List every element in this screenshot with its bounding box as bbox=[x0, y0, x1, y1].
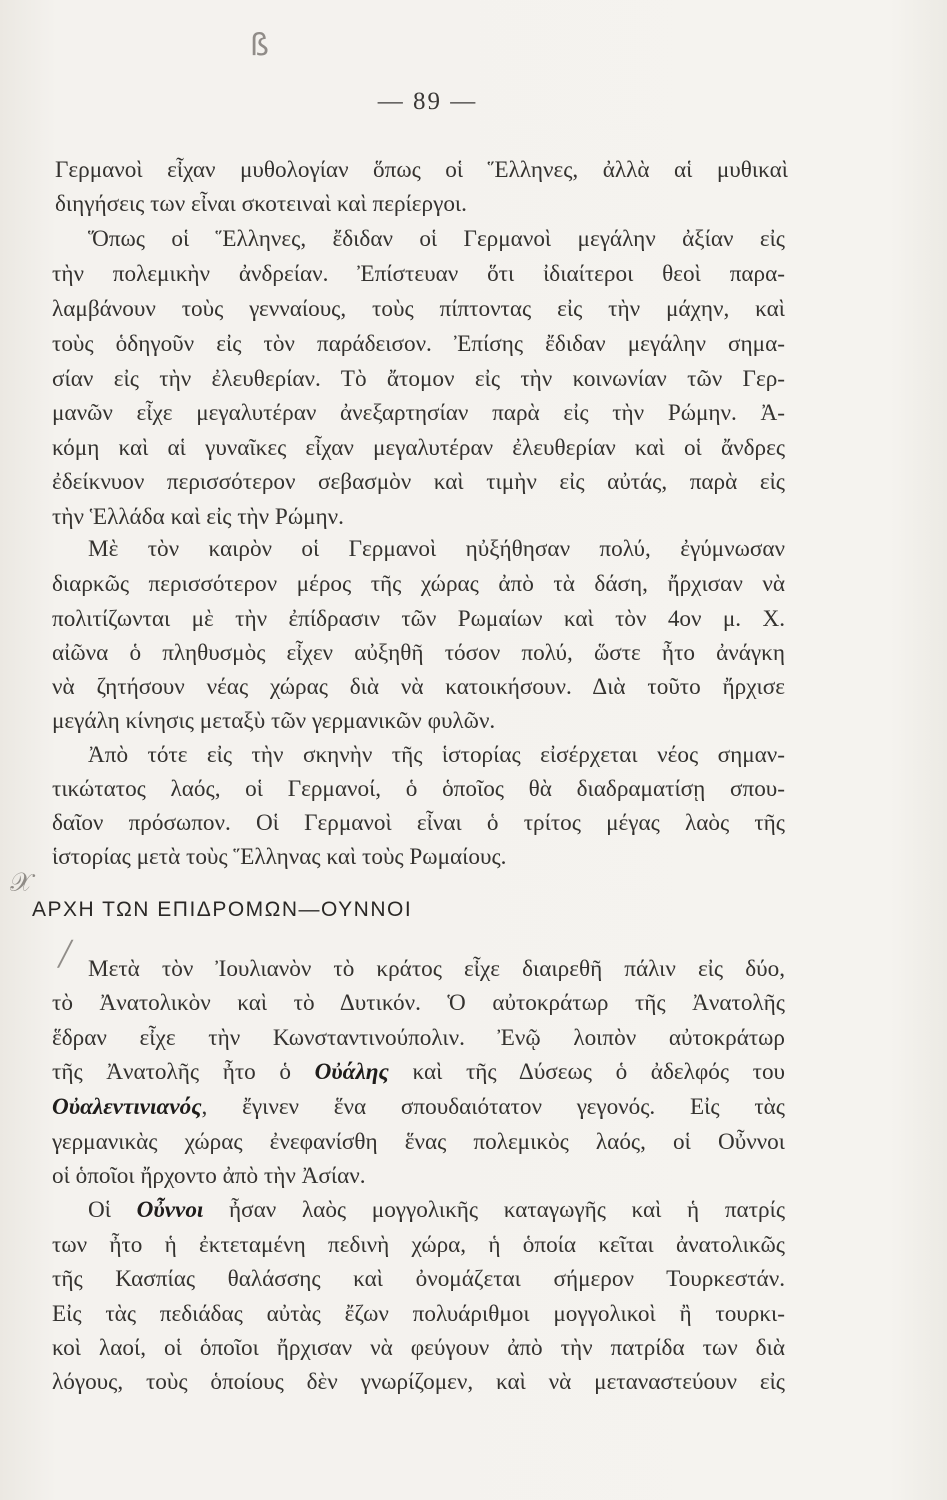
text-line: ἐδείκνυον περισσότερον σεβασμὸν καὶ τιμὴν εἰς αὐτάς, παρὰ εἰς bbox=[52, 469, 785, 495]
text-line: δαῖον πρόσωπον. Οἱ Γερμανοὶ εἶναι ὁ τρίτος μέγας λαὸς τῆς bbox=[52, 810, 785, 836]
text-line: γερμανικὰς χώρας ἐνεφανίσθη ἕνας πολεμικὸς λαός, οἱ Οὖννοι bbox=[52, 1129, 785, 1155]
text-line-with-emphasis bbox=[52, 1055, 785, 1089]
line-text: ἦσαν λαὸς μογγολικῆς καταγωγῆς καὶ ἡ πατρίς bbox=[229, 1197, 785, 1223]
text-line: τοὺς ὁδηγοῦν εἰς τὸν παράδεισον. Ἐπίσης ἔδιδαν μεγάλην σημα- bbox=[52, 331, 785, 357]
text-line: Ὅπως οἱ Ἕλληνες, ἔδιδαν οἱ Γερμανοὶ μεγάλην ἀξίαν εἰς bbox=[88, 226, 785, 252]
text-line: Μὲ τὸν καιρὸν οἱ Γερμανοὶ ηὐξήθησαν πολύ, ἐγύμνωσαν bbox=[88, 536, 785, 562]
text-line-with-emphasis bbox=[52, 1090, 785, 1124]
line-text: , ἔγινεν ἕνα σπουδαιότατον γεγονός. Εἰς τὰς bbox=[201, 1094, 785, 1120]
emphasized-name-valens: Οὐάλης bbox=[314, 1059, 389, 1085]
emphasized-name-valentinian: Οὐαλεντινιανός bbox=[52, 1094, 202, 1120]
text-line: τὸ Ἀνατολικὸν καὶ τὸ Δυτικόν. Ὁ αὐτοκράτωρ τῆς Ἀνατολῆς bbox=[52, 990, 785, 1016]
text-line: κοὶ λαοί, οἱ ὁποῖοι ἤρχισαν νὰ φεύγουν ἀπὸ τὴν πατρίδα των διὰ bbox=[52, 1335, 785, 1361]
text-line: νὰ ζητήσουν νέας χώρας διὰ νὰ κατοικήσουν. Διὰ τοῦτο ἤρχισε bbox=[52, 674, 785, 700]
text-line: Εἰς τὰς πεδιάδας αὐτὰς ἔζων πολυάριθμοι μογγολικοὶ ἢ τουρκι- bbox=[52, 1301, 785, 1327]
line-text: καὶ τῆς Δύσεως ὁ ἀδελφός του bbox=[412, 1059, 785, 1085]
pencil-mark-margin: 𝒳 bbox=[10, 868, 33, 898]
text-line: κόμη καὶ αἱ γυναῖκες εἶχαν μεγαλυτέραν ἐλευθερίαν καὶ οἱ ἄνδρες bbox=[52, 435, 785, 461]
text-line: μεγάλη κίνησις μεταξὺ τῶν γερμανικῶν φυλῶν. bbox=[52, 708, 496, 734]
text-line: των ἦτο ἡ ἐκτεταμένη πεδινὴ χώρα, ἡ ὁποία κεῖται ἀνατολικῶς bbox=[52, 1232, 785, 1258]
pencil-mark-top: ß bbox=[250, 28, 269, 63]
text-line: σίαν εἰς τὴν ἐλευθερίαν. Τὸ ἄτομον εἰς τὴν κοινωνίαν τῶν Γερ- bbox=[52, 366, 785, 392]
text-line: πολιτίζωνται μὲ τὴν ἐπίδρασιν τῶν Ρωμαίων καὶ τὸν 4ον μ. Χ. bbox=[52, 606, 785, 632]
text-line: τὴν πολεμικὴν ἀνδρείαν. Ἐπίστευαν ὅτι ἰδιαίτεροι θεοὶ παρα- bbox=[52, 261, 785, 287]
text-line: τὴν Ἑλλάδα καὶ εἰς τὴν Ρώμην. bbox=[52, 504, 344, 530]
text-line: τικώτατος λαός, οἱ Γερμανοί, ὁ ὁποῖος θὰ διαδραματίσῃ σπου- bbox=[52, 776, 785, 802]
text-line: Ἀπὸ τότε εἰς τὴν σκηνὴν τῆς ἱστορίας εἰσέρχεται νέος σημαν- bbox=[88, 742, 785, 768]
text-line: διηγήσεις των εἶναι σκοτειναὶ καὶ περίεργοι. bbox=[55, 191, 467, 217]
text-line: τῆς Κασπίας θαλάσσης καὶ ὀνομάζεται σήμερον Τουρκεστάν. bbox=[52, 1266, 785, 1292]
line-text: Οἱ bbox=[88, 1197, 111, 1223]
text-line: λόγους, τοὺς ὁποίους δὲν γνωρίζομεν, καὶ νὰ μεταναστεύουν εἰς bbox=[52, 1369, 785, 1395]
line-text: τῆς Ἀνατολῆς ἦτο ὁ bbox=[52, 1059, 291, 1085]
text-line-with-emphasis bbox=[88, 1193, 785, 1227]
text-line: λαμβάνουν τοὺς γενναίους, τοὺς πίπτοντας εἰς τὴν μάχην, καὶ bbox=[52, 296, 785, 322]
text-line: μανῶν εἶχε μεγαλυτέραν ἀνεξαρτησίαν παρὰ εἰς τὴν Ρώμην. Ἀ- bbox=[52, 400, 785, 426]
text-line: ἱστορίας μετὰ τοὺς Ἕλληνας καὶ τοὺς Ρωμαίους. bbox=[52, 844, 507, 870]
page-number: — 89 — bbox=[377, 88, 478, 115]
emphasized-name-huns: Οὖννοι bbox=[136, 1197, 204, 1223]
text-line: Γερμανοὶ εἶχαν μυθολογίαν ὅπως οἱ Ἕλληνες, ἀλλὰ αἱ μυθικαὶ bbox=[55, 157, 788, 183]
section-heading: ΑΡΧΗ ΤΩΝ ΕΠΙΔΡΟΜΩΝ—ΟΥΝΝΟΙ bbox=[32, 898, 413, 921]
text-line: ἕδραν εἶχε τὴν Κωνσταντινούπολιν. Ἐνῷ λοιπὸν αὐτοκράτωρ bbox=[52, 1025, 785, 1051]
text-line: Μετὰ τὸν Ἰουλιανὸν τὸ κράτος εἶχε διαιρεθῆ πάλιν εἰς δύο, bbox=[88, 956, 785, 982]
text-line: αἰῶνα ὁ πληθυσμὸς εἶχεν αὐξηθῆ τόσον πολύ, ὥστε ἦτο ἀνάγκη bbox=[52, 640, 785, 666]
text-line: οἱ ὁποῖοι ἤρχοντο ἀπὸ τὴν Ἀσίαν. bbox=[52, 1163, 366, 1189]
text-line: διαρκῶς περισσότερον μέρος τῆς χώρας ἀπὸ τὰ δάση, ἤρχισαν νὰ bbox=[52, 571, 785, 597]
pencil-mark-heading: ╱ bbox=[58, 940, 73, 968]
